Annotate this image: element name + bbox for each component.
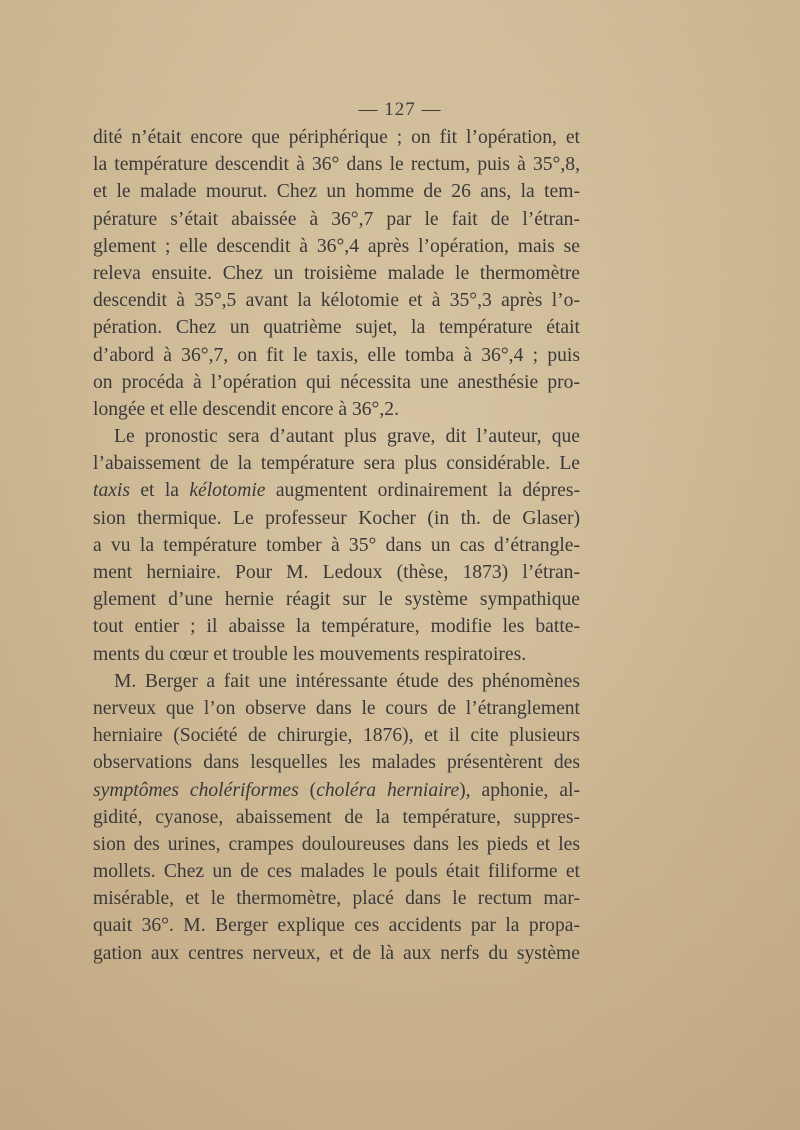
text-line <box>93 369 580 396</box>
text-line <box>93 695 580 722</box>
text-line <box>93 912 580 939</box>
text-run: releva ensuite. Chez un troisième malade le thermomètre <box>93 262 580 284</box>
text-run: descendit à 35°,5 avant la kélotomie et à 35°,3 après l’o- <box>93 290 580 312</box>
text-run: misérable, et le thermomètre, placé dans le rectum mar- <box>93 888 580 910</box>
text-line <box>93 505 580 532</box>
text-run: gation aux centres nerveux, et de là aux nerfs du système <box>93 942 580 964</box>
text-run: dité n’était encore que périphérique ; on fit l’opération, et <box>93 127 580 148</box>
text-line <box>93 586 580 613</box>
text-run: glement d’une hernie réagit sur le système sympathique <box>93 589 580 611</box>
text-line <box>93 314 580 341</box>
text-run: longée et elle descendit encore à 36°,2. <box>93 398 399 420</box>
text-line <box>93 940 580 967</box>
text-line <box>93 287 580 314</box>
body-text <box>93 124 580 967</box>
text-line <box>93 831 580 858</box>
text-run: herniaire (Société de chirurgie, 1876), et il cite plusieurs <box>93 725 580 747</box>
text-run: ments du cœur et trouble les mouvements respiratoires. <box>93 643 527 665</box>
text-line <box>93 532 580 559</box>
text-run: et le malade mourut. Chez un homme de 26 ans, la tem- <box>93 181 580 203</box>
text-run: glement ; elle descendit à 36°,4 après l’opération, mais se <box>93 235 580 257</box>
text-line <box>93 858 580 885</box>
text-run: ), aphonie, al- <box>459 779 580 801</box>
text-run: M. Berger a fait une intéressante étude des phénomènes <box>114 670 580 692</box>
text-run: d’abord à 36°,7, on fit le taxis, elle tomba à 36°,4 ; puis <box>93 344 580 366</box>
text-line <box>93 260 580 287</box>
text-run: on procéda à l’opération qui nécessita une anesthésie pro- <box>93 371 580 393</box>
text-line <box>93 342 580 369</box>
text-run: observations dans lesquelles les malades présentèrent des <box>93 752 580 774</box>
text-run: l’abaissement de la température sera plus considérable. Le <box>93 453 580 475</box>
text-run: quait 36°. M. Berger explique ces accidents par la propa- <box>93 915 580 937</box>
italic-text: symptômes cholériformes <box>93 779 299 801</box>
text-run: nerveux que l’on observe dans le cours de l’étranglement <box>93 697 580 719</box>
text-run: augmentent ordinairement la dépres- <box>265 480 581 502</box>
page-number: — 127 — <box>358 99 442 120</box>
text-run: tout entier ; il abaisse la température, modifie les batte- <box>93 616 580 638</box>
text-line <box>93 885 580 912</box>
text-line <box>93 613 580 640</box>
text-line <box>93 749 580 776</box>
text-run: sion des urines, crampes douloureuses dans les pieds et les <box>93 833 580 855</box>
text-line <box>93 804 580 831</box>
text-line <box>93 151 580 178</box>
italic-text: taxis <box>93 480 131 502</box>
text-line <box>93 559 580 586</box>
text-line <box>93 233 580 260</box>
text-line <box>93 396 580 423</box>
text-run: pération. Chez un quatrième sujet, la température était <box>93 317 580 339</box>
text-run: pérature s’était abaissée à 36°,7 par le fait de l’étran- <box>93 208 580 230</box>
italic-text: choléra herniaire <box>316 779 460 801</box>
text-line <box>93 124 580 151</box>
text-run: ( <box>298 779 317 801</box>
text-run: gidité, cyanose, abaissement de la température, suppres- <box>93 806 580 828</box>
text-run: a vu la température tomber à 35° dans un cas d’étrangle- <box>93 534 580 556</box>
italic-text: kélotomie <box>189 480 266 502</box>
text-line <box>93 668 580 695</box>
text-line <box>93 722 580 749</box>
text-line <box>93 178 580 205</box>
text-line <box>93 423 580 450</box>
text-run: mollets. Chez un de ces malades le pouls était filiforme et <box>93 861 580 883</box>
text-run: Le pronostic sera d’autant plus grave, dit l’auteur, que <box>114 426 580 448</box>
text-line <box>93 206 580 233</box>
text-run: ment herniaire. Pour M. Ledoux (thèse, 1873) l’étran- <box>93 562 580 583</box>
text-run: la température descendit à 36° dans le rectum, puis à 35°,8, <box>93 154 580 176</box>
text-run: et la <box>130 480 190 502</box>
text-line <box>93 477 580 504</box>
text-line <box>93 450 580 477</box>
text-line <box>93 641 580 668</box>
text-line <box>93 777 580 804</box>
text-run: sion thermique. Le professeur Kocher (in th. de Glaser) <box>93 507 580 529</box>
